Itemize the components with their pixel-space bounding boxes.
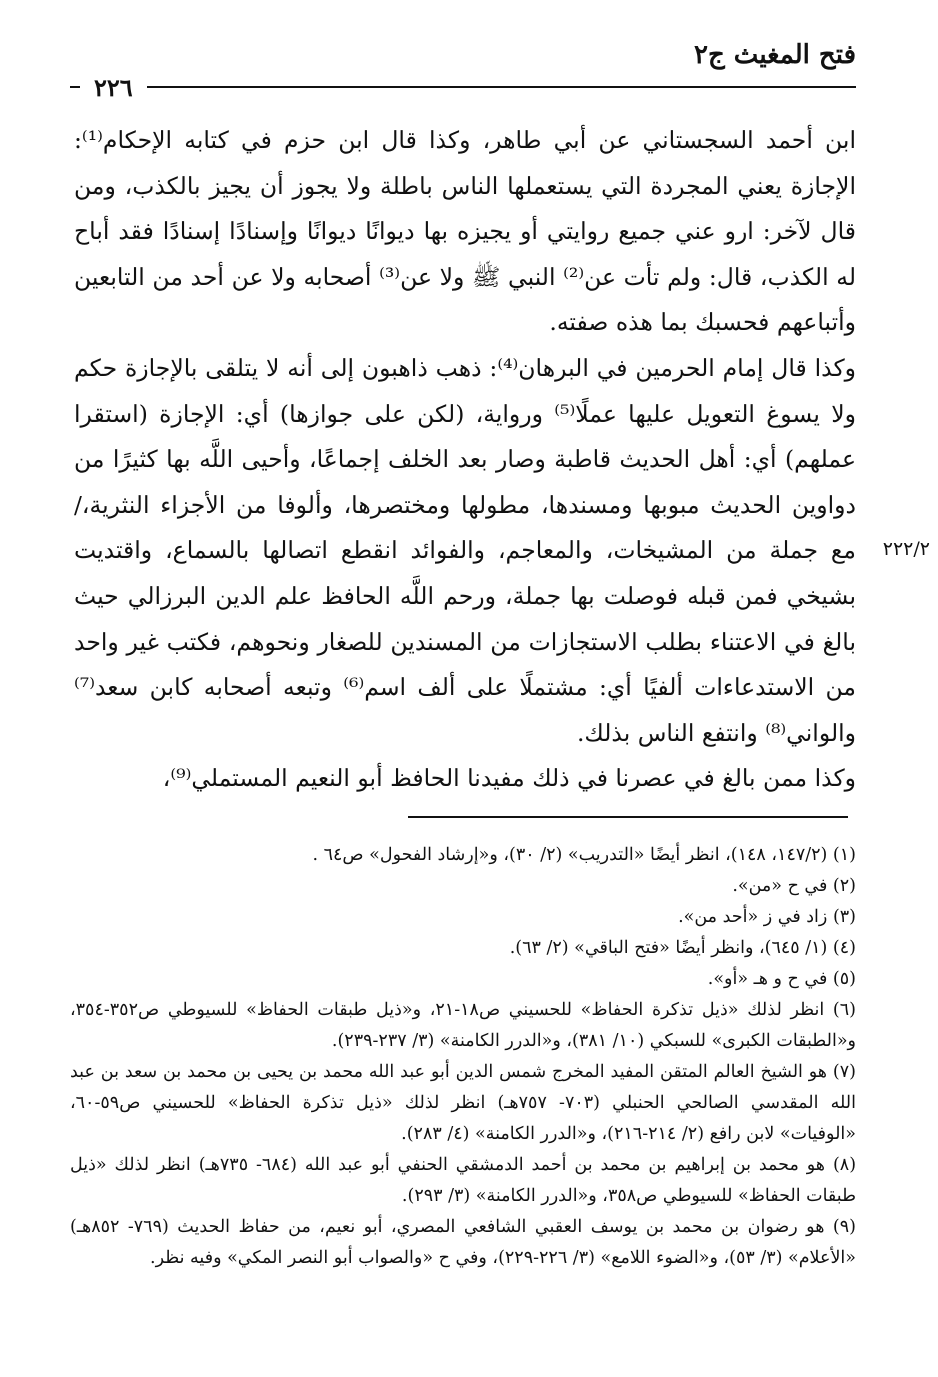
paragraph: وكذا ممن بالغ في عصرنا في ذلك مفيدنا الحافظ أبو النعيم المستملي⁽⁹⁾، (162, 764, 856, 793)
page-number: ٢٢٦ (80, 76, 147, 100)
paragraph: ابن أحمد السجستاني عن أبي طاهر، وكذا قال ابن حزم في كتابه الإحكام⁽¹⁾: الإجازة يعني المجردة التي يستعملها الناس باطلة ولا يجوز أن يجيز بالكذب، ومن قال لآخر: ارو عني جميع روايتي أو يجيزه بها ديوانًا ديوانًا وإسنادًا إسنادًا فقد أباح له الكذب، قال: ولم تأت عن⁽²⁾ النبي ﷺ ولا عن⁽³⁾ أصحابه ولا عن أحد من التابعين وأتباعهم فحسبك بما هذه صفته. (74, 126, 857, 337)
footnote-item: (٩) هو رضوان بن محمد بن يوسف العقبي الشافعي المصري، أبو نعيم، من حفاظ الحديث (٧٦٩- ٨٥٢هـ) «الأعلام» (٣/ ٥٣)، و«الضوء اللامع» (٣/ ٢٢٦-٢٢٩)، وفي ح «والصواب أبو النصر المكي» وفيه نظر. (70, 1217, 856, 1268)
main-text-body (74, 118, 856, 802)
footnote-item: (٥) في ح و هـ «أو». (707, 969, 856, 989)
paragraph: وكذا قال إمام الحرمين في البرهان⁽⁴⁾: ذهب ذاهبون إلى أنه لا يتلقى بالإجازة حكم ولا يسوغ التعويل عليها عملًا⁽⁵⁾ ورواية، (لكن على جوازها) أي: الإجازة (استقرا عملهم) أي: أهل الحديث قاطبة وصار بعد الخلف إجماعًا، وأحيى اللَّه بها كثيرًا من دواوين الحديث مبوبها ومسندها، مطولها ومختصرها، وألوفا من الأجزاء النثرية،/ مع جملة من المشيخات، والمعاجم، والفوائد انقطع اتصالها بالسماع، واقتديت بشيخي فمن قبله فوصلت بها جملة، ورحم اللَّه الحافظ علم الدين البرزالي حيث بالغ في الاعتناء بطلب الاستجازات من المسندين للصغار ونحوهم، فكتب غير واحد من الاستدعاءات ألفيًا أي: مشتملًا على ألف اسم⁽⁶⁾ وتبعه أصحابه كابن سعد⁽⁷⁾ والواني⁽⁸⁾ وانتفع الناس بذلك. (74, 353, 856, 747)
footnote-item: (٣) زاد في ز «أحد من». (678, 907, 856, 927)
footnote-item: (٧) هو الشيخ العالم المتقن المفيد المخرج شمس الدين أبو عبد الله محمد بن يحيى بن محمد بن سعد بن عبد الله المقدسي الصالحي الحنبلي (٧٠٣- ٧٥٧هـ) انظر لذلك «ذيل تذكرة الحفاظ» للحسيني ص٥٩-٦٠، «الوفيات» لابن رافع (٢/ ٢١٤-٢١٦)، و«الدرر الكامنة» (٤/ ٢٨٣). (70, 1062, 856, 1144)
footnote-item: (٦) انظر لذلك «ذيل تذكرة الحفاظ» للحسيني ص١٨-٢١، و«ذيل طبقات الحفاظ» للسيوطي ص٣٥٢-٣٥٤، و«الطبقات الكبرى» للسبكي (١٠/ ٣٨١)، و«الدرر الكامنة» (٣/ ٢٣٧-٢٣٩). (70, 1000, 856, 1051)
margin-page-reference: ٢٢٢/٢ (882, 538, 930, 560)
footnote-item: (٢) في ح «من». (732, 876, 856, 896)
running-header-title: فتح المغيث ج٢ (693, 40, 856, 70)
footnote-item: (٤) (١/ ٦٤٥)، وانظر أيضًا «فتح الباقي» (٢/ ٦٣). (509, 938, 856, 958)
header-rule (70, 86, 856, 88)
footnotes-section (70, 840, 856, 1274)
footnote-item: (٨) هو محمد بن إبراهيم بن محمد بن أحمد الدمشقي الحنفي أبو عبد الله (٦٨٤- ٧٣٥هـ) انظر لذلك «ذيل طبقات الحفاظ» للسيوطي ص٣٥٨، و«الدرر الكامنة» (٣/ ٢٩٣). (70, 1155, 857, 1206)
footnote-separator (408, 816, 848, 818)
footnote-item: (١) (١٤٧/٢، ١٤٨)، انظر أيضًا «التدريب» (٢/ ٣٠)، و«إرشاد الفحول» ص٦٤ . (312, 845, 856, 865)
